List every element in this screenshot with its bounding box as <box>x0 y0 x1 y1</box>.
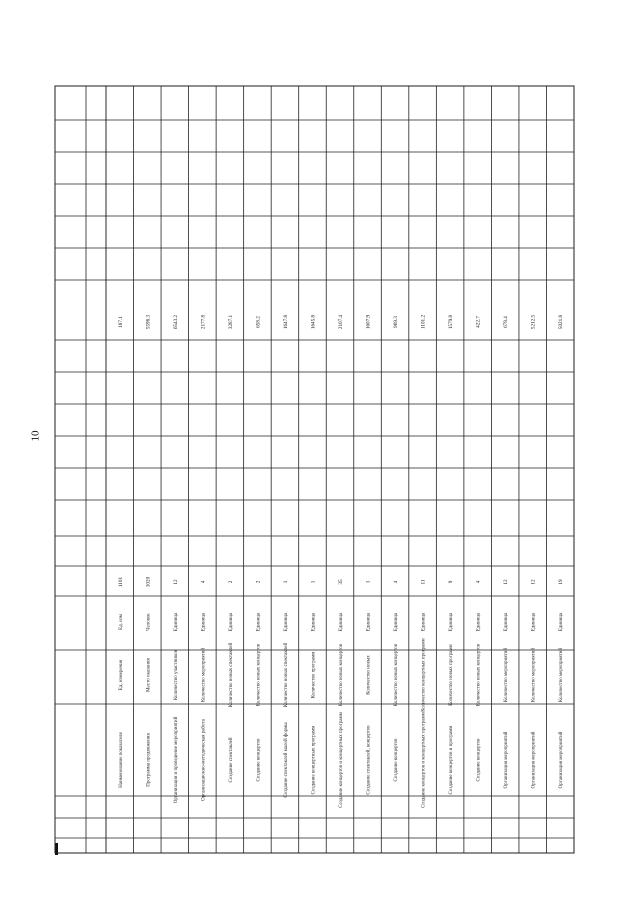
row-unit: Человек <box>146 613 152 631</box>
row-value: 187.1 <box>117 316 124 328</box>
row-name: Организация мероприятий <box>559 731 565 789</box>
row-value: 6543.2 <box>172 314 179 330</box>
row-unit: Ед. изм <box>118 614 124 630</box>
row-count: 9 <box>448 580 455 584</box>
row-count: 1 <box>365 580 372 584</box>
row-unit-desc: Количество мероприятий <box>201 647 207 703</box>
row-unit-desc: Количество новых спектаклей <box>283 642 289 708</box>
row-value: 1645.8 <box>310 314 317 330</box>
row-count: 12 <box>503 579 510 585</box>
row-value: 1579.8 <box>448 314 455 330</box>
row-count: 2 <box>227 580 234 584</box>
row-unit-desc: Количество концертных программ <box>421 638 427 712</box>
row-unit: Единица <box>201 612 207 632</box>
row-name: Создание спектаклей, концертов <box>366 725 372 795</box>
table-cells <box>118 314 564 807</box>
row-unit: Единица <box>449 612 455 632</box>
row-value: 1607.9 <box>365 314 372 330</box>
row-unit-desc: Количество новых концертов <box>339 643 344 707</box>
row-name: Создание концертных программ <box>311 725 317 795</box>
row-count: 12 <box>530 579 537 585</box>
row-unit-desc: Количество новых концертов <box>256 643 262 707</box>
row-count: 2 <box>255 580 262 584</box>
row-value: 5021.8 <box>558 314 565 330</box>
row-count: 4 <box>393 580 400 584</box>
row-unit-desc: Количество новых спектаклей <box>228 642 234 708</box>
row-value: 3287.1 <box>227 314 234 330</box>
row-count: 12 <box>172 579 179 585</box>
row-unit: Единица <box>559 612 565 632</box>
row-unit: Единица <box>476 612 482 632</box>
row-count: 4 <box>200 580 207 584</box>
row-count: 1101 <box>117 576 124 588</box>
row-name: Создание концертов <box>256 738 262 782</box>
row-value: 1101.2 <box>420 314 427 330</box>
row-name: Организация и проведение мероприятий <box>173 716 179 804</box>
row-unit-desc: Количество программ <box>311 651 317 699</box>
row-name: Создание спектаклей <box>228 737 234 783</box>
row-unit-desc: Место оказания <box>146 658 152 692</box>
row-unit-desc: Количество мероприятий <box>504 647 510 703</box>
row-unit-desc: Количество участников <box>173 649 179 701</box>
row-name: Создание концертов и концертных программ <box>339 712 344 808</box>
row-unit-desc: Количество мероприятий <box>559 647 565 703</box>
row-value: 422.7 <box>475 316 482 328</box>
row-value: 678.4 <box>503 316 510 328</box>
row-unit: Единица <box>504 612 510 632</box>
row-count: 19 <box>558 579 565 585</box>
row-unit: Единица <box>421 612 427 632</box>
row-name: Программа продвижения <box>146 733 152 787</box>
row-unit-desc: Количество мероприятий <box>531 647 537 703</box>
row-name: Наименование показателя <box>118 732 124 788</box>
row-name: Создание концертов и программ <box>449 725 455 795</box>
row-unit: Единица <box>283 612 289 632</box>
row-value: 658.2 <box>255 316 262 328</box>
row-name: Организационно-методическая работа <box>201 719 207 801</box>
row-value: 5212.5 <box>530 314 537 330</box>
page-number: 10 <box>29 430 42 442</box>
row-value: 1647.8 <box>282 314 289 330</box>
row-name: Создание концертов и концертных программ <box>421 712 427 808</box>
row-count: 1 <box>310 580 317 584</box>
row-unit: Единица <box>256 612 262 632</box>
row-count: 1020 <box>145 576 152 588</box>
row-unit: Единица <box>228 612 234 632</box>
row-count: 4 <box>475 580 482 584</box>
row-value: 5598.3 <box>145 314 152 330</box>
row-unit: Единица <box>339 612 344 632</box>
row-value: 969.3 <box>393 316 400 328</box>
row-name: Создание концертов <box>394 738 400 782</box>
row-unit: Единица <box>173 612 179 632</box>
row-name: Организация мероприятий <box>531 731 537 789</box>
row-value: 2177.8 <box>200 314 207 330</box>
row-count: 35 <box>338 579 344 585</box>
row-count: 1 <box>282 580 289 584</box>
row-name: Создание спектаклей малой формы <box>283 722 289 798</box>
row-unit-desc: Количество новых концертов <box>476 643 482 707</box>
row-unit-desc: Количество новых концертов <box>394 643 400 707</box>
row-unit-desc: Количество новых программ <box>449 644 455 706</box>
row-unit-desc: Ед. измерения <box>118 659 124 691</box>
row-count: 11 <box>420 579 427 585</box>
row-unit: Единица <box>531 612 537 632</box>
row-name: Организация мероприятий <box>504 731 510 789</box>
row-unit-desc: Количество новых <box>366 655 372 695</box>
row-unit: Единица <box>394 612 400 632</box>
row-value: 2107.4 <box>338 314 344 330</box>
row-name: Создание концертов <box>476 738 482 782</box>
row-unit: Единица <box>366 612 372 632</box>
row-unit: Единица <box>311 612 317 632</box>
